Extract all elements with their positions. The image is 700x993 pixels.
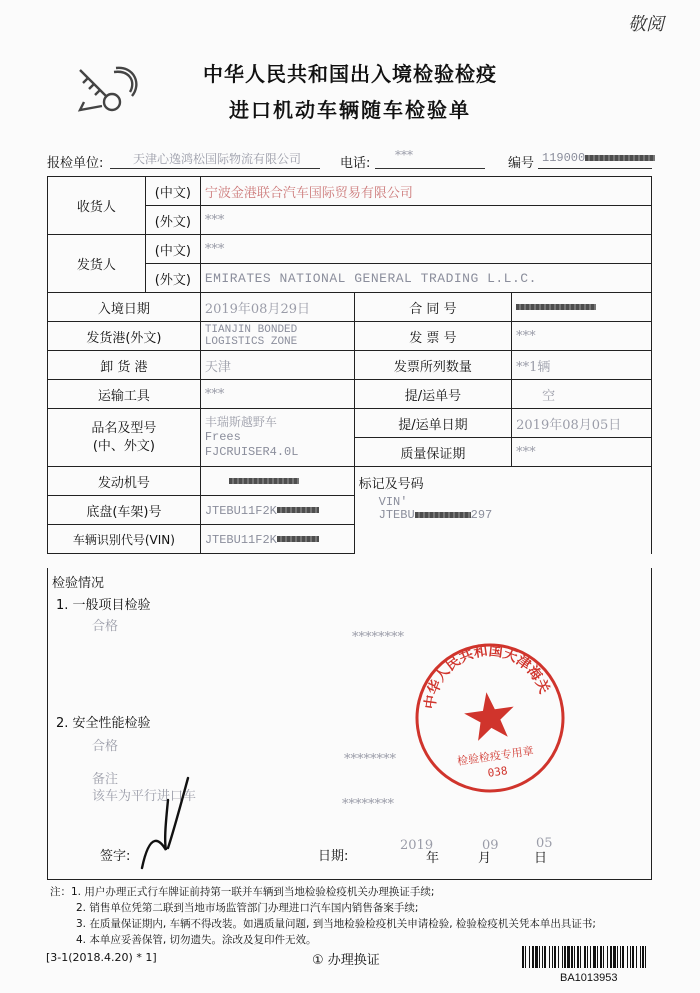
handwritten-signature <box>130 770 200 875</box>
notes-line1: 1. 用户办理正式行车牌证前持第一联并车辆到当地检验检疫机关办理换证手续; <box>71 886 435 898</box>
bl-date-label: 提/运单日期 <box>354 409 512 438</box>
consignor-cn-tag: (中文) <box>145 235 200 264</box>
signature-label: 签字: <box>100 849 131 864</box>
marks-label: 标记及号码 <box>358 477 424 492</box>
warranty-value: *** <box>512 438 652 467</box>
month-value: 09 <box>482 838 499 853</box>
bl-no-value: 空 <box>512 380 652 409</box>
official-seal-stamp <box>412 640 568 796</box>
bl-date-value: 2019年08月05日 <box>512 409 652 438</box>
seal-text-bottom: 检验检疫专用章 <box>456 744 535 768</box>
month-unit: 月 <box>478 851 492 866</box>
notes-label: 注： <box>50 886 71 898</box>
invoice-value: *** <box>512 322 652 351</box>
vin-value: JTEBU11F2K <box>204 532 277 547</box>
consignee-foreign-value: *** <box>200 206 651 235</box>
form-title-line1: 中华人民共和国出入境检验检疫 <box>203 62 497 86</box>
notes-block <box>50 884 596 948</box>
transport-label: 运输工具 <box>48 380 201 409</box>
contract-redaction <box>516 304 596 310</box>
safety-inspection-title: 2. 安全性能检验 <box>56 716 151 731</box>
seal-star-icon <box>462 689 518 743</box>
product-value-line3: FJCRUISER4.0L <box>204 445 299 459</box>
marks-cell <box>354 467 651 554</box>
serial-label: 编号 <box>508 156 535 171</box>
notes-line2: 2. 销售单位凭第二联到当地市场监管部门办理进口汽车国内销售备案手续; <box>76 902 419 914</box>
applicant-label: 报检单位: <box>47 156 104 171</box>
product-value-line1: 丰瑞斯越野车 <box>204 415 277 429</box>
product-value-line2: Frees <box>204 430 241 444</box>
remark-text: 该车为平行进口车 <box>92 789 197 804</box>
phone-value: *** <box>395 148 413 162</box>
consignee-cn-tag: (中文) <box>145 177 200 206</box>
seal-text-top: 中华人民共和国天津海关 <box>422 643 553 710</box>
marks-value-line2: JTEBU 297 <box>378 508 493 522</box>
safety-inspection-mask-2: ******** <box>342 797 394 812</box>
marks-value <box>379 496 647 522</box>
ship-port-value: TIANJIN BONDED LOGISTICS ZONE <box>200 322 354 351</box>
vin-label: 车辆识别代号(VIN) <box>48 525 201 554</box>
entry-date-value: 2019年08月29日 <box>200 293 354 322</box>
phone-label: 电话: <box>340 156 371 171</box>
engine-label: 发动机号 <box>48 467 201 496</box>
contract-value <box>512 293 652 322</box>
copy-label: ① 办理换证 <box>312 953 380 968</box>
invoice-label: 发 票 号 <box>354 322 512 351</box>
chassis-value-cell <box>200 496 354 525</box>
consignee-foreign-tag: (外文) <box>145 206 200 235</box>
consignor-label: 发货人 <box>48 235 146 293</box>
consignor-foreign-value: EMIRATES NATIONAL GENERAL TRADING L.L.C. <box>200 264 651 293</box>
invoice-qty-label: 发票所列数量 <box>354 351 512 380</box>
inspection-section-title: 检验情况 <box>52 576 105 591</box>
serial-underline <box>538 168 652 169</box>
general-inspection-mask: ******** <box>352 630 404 645</box>
applicant-underline <box>110 168 320 169</box>
product-label: 品名及型号 (中、外文) <box>48 409 201 467</box>
entry-date-label: 入境日期 <box>48 293 201 322</box>
bl-no-label: 提/运单号 <box>354 380 512 409</box>
consignee-label: 收货人 <box>48 177 146 235</box>
serial-value-wrap <box>542 150 655 165</box>
vin-value-cell <box>200 525 354 554</box>
marks-redaction <box>415 512 471 518</box>
product-value <box>200 409 354 467</box>
engine-redaction <box>229 478 299 484</box>
date-label: 日期: <box>318 849 349 864</box>
consignor-cn-value: *** <box>200 235 651 264</box>
year-unit: 年 <box>426 851 440 866</box>
vehicle-info-table <box>47 176 652 554</box>
chassis-label: 底盘(车架)号 <box>48 496 201 525</box>
engine-value <box>200 467 354 496</box>
serial-redaction <box>585 155 655 161</box>
contract-label: 合 同 号 <box>354 293 512 322</box>
safety-inspection-mask-1: ******** <box>344 752 396 767</box>
applicant-value: 天津心逸鸿松国际物流有限公司 <box>133 152 302 166</box>
day-unit: 日 <box>534 851 548 866</box>
phone-underline <box>375 168 485 169</box>
form-title-line2: 进口机动车辆随车检验单 <box>229 98 471 122</box>
chassis-value: JTEBU11F2K <box>204 503 277 518</box>
consignor-foreign-tag: (外文) <box>145 264 200 293</box>
unload-port-label: 卸 货 港 <box>48 351 201 380</box>
form-code: [3-1(2018.4.20) * 1] <box>46 951 157 964</box>
consignee-cn-value: 宁波金港联合汽车国际贸易有限公司 <box>200 177 651 206</box>
barcode-icon <box>522 946 646 968</box>
corner-handwritten-mark: 敬阅 <box>628 14 664 35</box>
notes-line4: 4. 本单应妥善保管, 切勿遗失。涂改及复印件无效。 <box>76 934 317 946</box>
transport-value: *** <box>200 380 354 409</box>
seal-number: 038 <box>486 764 509 780</box>
general-inspection-title: 1. 一般项目检验 <box>56 598 151 613</box>
chassis-redaction <box>277 507 319 513</box>
marks-value-line1: VIN' <box>378 495 408 509</box>
serial-value: 119000 <box>542 151 586 165</box>
remark-label: 备注 <box>92 772 119 787</box>
barcode-number: BA1013953 <box>560 972 618 984</box>
unload-port-value: 天津 <box>200 351 354 380</box>
day-value: 05 <box>536 836 553 851</box>
year-value: 2019 <box>400 838 434 853</box>
notes-line3: 3. 在质量保证期内, 车辆不得改装。如遇质量问题, 到当地检验检疫机关申请检验, 检验检疫机关凭本单出具证书; <box>76 918 596 930</box>
general-inspection-result: 合格 <box>92 619 119 634</box>
invoice-qty-value: **1辆 <box>512 351 652 380</box>
warranty-label: 质量保证期 <box>354 438 512 467</box>
ship-port-label: 发货港(外文) <box>48 322 201 351</box>
safety-inspection-result: 合格 <box>92 739 119 754</box>
vin-redaction <box>277 536 319 542</box>
